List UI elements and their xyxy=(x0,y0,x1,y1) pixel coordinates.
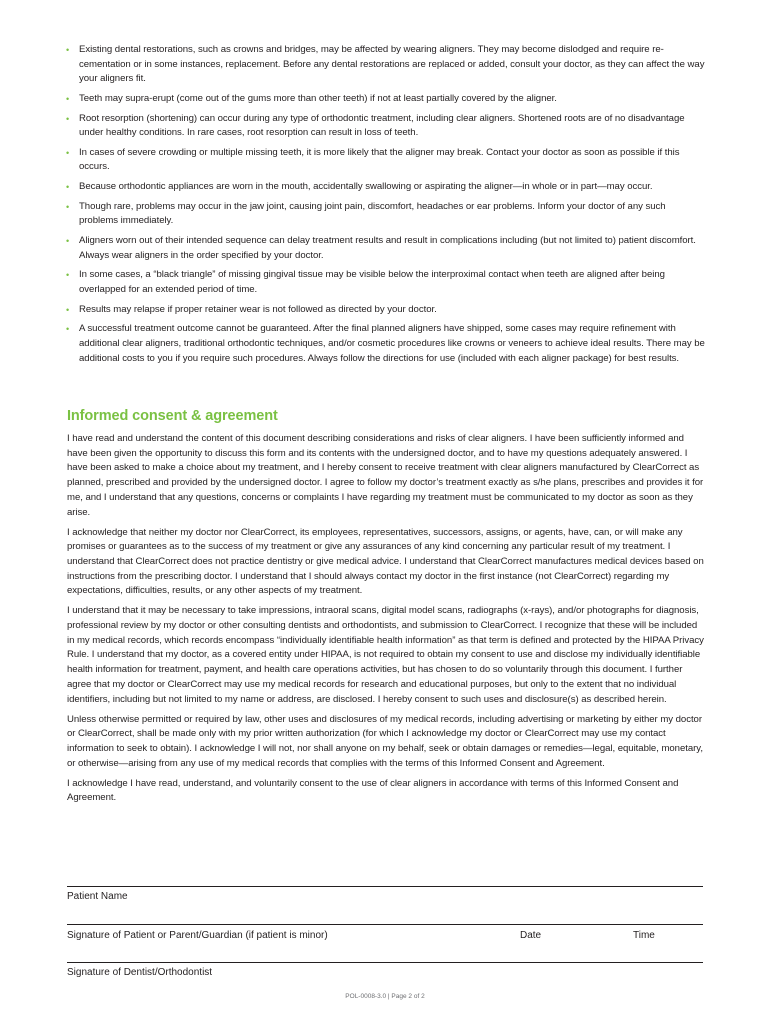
bullet-dot-icon: • xyxy=(66,324,70,335)
bullet-dot-icon: • xyxy=(66,182,70,193)
bullet-item xyxy=(66,146,706,175)
bullet-text: In cases of severe crowding or multiple missing teeth, it is more likely that the aligner may break. Contact your doctor as soon as possible if this occurs. xyxy=(79,146,680,173)
bullet-text: Because orthodontic appliances are worn in the mouth, accidentally swallowing or aspirating the aligner—in whole or in part—may occur. xyxy=(79,181,653,193)
section-title: Informed consent & agreement xyxy=(67,408,278,424)
dentist-signature-label: Signature of Dentist/Orthodontist xyxy=(67,967,213,978)
patient-signature-label: Signature of Patient or Parent/Guardian (if patient is minor) xyxy=(67,930,328,941)
page-footer: POL-0008-3.0 | Page 2 of 2 xyxy=(345,993,425,1000)
bullet-dot-icon: • xyxy=(66,113,70,124)
consent-paragraph: I understand that it may be necessary to take impressions, intraoral scans, digital model scans, radiographs (x-rays), and/or photographs for diagnosis, professional review by my doctor or other consulting dentists and orthodontists, and submission to ClearCorrect. I recognize that these will be included in my medical records, which records encompass “individually identifiable health information” as that term is defined and protected by the HIPAA Privacy Rule. I understand that my doctor, as a covered entity under HIPAA, is not required to obtain my consent to use and disclose my individually identifiable health information for treatment, payment, and health care operations activities, but has chosen to do so voluntarily through this document. I further agree that my doctor or ClearCorrect may use my medical records for research and educational purposes, but only to the extent that no individual identifiers, including but not limited to my name or address, are disclosed. I hereby consent to such uses and disclosure(s) as described herein. xyxy=(67,605,704,705)
time-label: Time xyxy=(633,930,655,941)
bullet-item xyxy=(66,92,706,107)
dentist-signature-line[interactable] xyxy=(67,962,703,963)
consent-paragraph: Unless otherwise permitted or required by law, other uses and disclosures of my medical records, including advertising or marketing by either my doctor or ClearCorrect, shall be made only with my prior written authorization (for which I acknowledge my doctor or ClearCorrect may use my contact information to seek to obtain). I acknowledge I will not, nor shall anyone on my behalf, seek or obtain damages or remedies—legal, equitable, monetary, or otherwise—arising from any use of my medical records that complies with the terms of this Informed Consent and Agreement. xyxy=(67,713,703,769)
bullet-text: Root resorption (shortening) can occur during any type of orthodontic treatment, including clear aligners. Shortened roots are of no disadvantage under healthy conditions. In rare cases, root resorption can result in loss of teeth. xyxy=(79,112,685,139)
date-label: Date xyxy=(520,930,542,941)
bullet-item xyxy=(66,43,706,87)
patient-name-line[interactable] xyxy=(67,886,703,887)
bullet-text: Teeth may supra-erupt (come out of the gums more than other teeth) if not at least partially covered by the aligner. xyxy=(79,92,557,104)
patient-name-label: Patient Name xyxy=(67,891,128,902)
bullet-dot-icon: • xyxy=(66,147,70,158)
bullet-text: Existing dental restorations, such as crowns and bridges, may be affected by wearing aligners. They may become dislodged and require re-cementation or in some instances, replacement. Before any dental restorations are replaced or added, consult your doctor, as they can affect the way your aligners fit. xyxy=(79,44,705,85)
bullet-item xyxy=(66,112,706,141)
bullet-dot-icon: • xyxy=(66,236,70,247)
bullet-dot-icon: • xyxy=(66,93,70,104)
bullet-dot-icon: • xyxy=(66,270,70,281)
consent-paragraph: I acknowledge I have read, understand, and voluntarily consent to the use of clear aligners in accordance with terms of this Informed Consent and Agreement. xyxy=(67,777,679,804)
bullet-dot-icon: • xyxy=(66,304,70,315)
bullet-dot-icon: • xyxy=(66,45,70,55)
consent-paragraph: I acknowledge that neither my doctor nor ClearCorrect, its employees, representatives, successors, assigns, or agents, have, can, or will make any promises or guarantees as to the success of my treatment or give any assurances of any kind concerning any particular result of my treatment. I understand that ClearCorrect does not practice dentistry or give medical advice. I understand that ClearCorrect manufactures medical devices based on instructions from the prescribing doctor. I understand that I should always contact my doctor in the first instance (not ClearCorrect) regarding my expectations, difficulties, results, or any other aspects of my treatment. xyxy=(67,526,704,597)
bullet-item xyxy=(66,268,706,297)
bullet-item xyxy=(66,322,706,366)
bullet-text: A successful treatment outcome cannot be guaranteed. After the final planned aligners have shipped, some cases may require refinement with additional clear aligners, traditional orthodontic techniques, and/or cosmetic procedures like crowns or veneers to achieve ideal results. There may be additional costs to you if you require such procedures. Always follow the directions for use (included with each aligner package) for best results. xyxy=(79,323,705,364)
bullet-text: Results may relapse if proper retainer wear is not followed as directed by your doctor. xyxy=(79,303,437,315)
consent-paragraphs xyxy=(67,432,707,811)
risk-bullet-list xyxy=(66,43,706,371)
bullet-dot-icon: • xyxy=(66,201,70,212)
bullet-text: Though rare, problems may occur in the jaw joint, causing joint pain, discomfort, headaches or ear problems. Inform your doctor of any such problems immediately. xyxy=(79,200,666,227)
consent-paragraph: I have read and understand the content of this document describing considerations and risks of clear aligners. I have been sufficiently informed and have been given the opportunity to discuss this form and its contents with the undersigned doctor, and to have my questions adequately answered. I have been asked to make a choice about my treatment, and I hereby consent to receive treatment with clear aligners manufactured by ClearCorrect as planned, prescribed and provided by the undersigned doctor. I agree to follow my doctor’s treatment exactly as s/he plans, prescribes and provides it for me, and I understand that any questions, concerns or complaints I have regarding my treatment must be communicated to my doctor as soon as they arise. xyxy=(67,433,704,518)
bullet-item xyxy=(66,200,706,229)
bullet-text: Aligners worn out of their intended sequence can delay treatment results and result in complications including (but not limited to) patient discomfort. Always wear aligners in the order specified by your doctor. xyxy=(79,235,696,261)
bullet-item xyxy=(66,180,706,195)
bullet-text: In some cases, a “black triangle” of missing gingival tissue may be visible below the interproximal contact when teeth are aligned after being overlapped for an extended period of time. xyxy=(79,269,665,295)
patient-signature-line[interactable] xyxy=(67,924,703,925)
bullet-item xyxy=(66,303,706,318)
bullet-item xyxy=(66,234,706,263)
